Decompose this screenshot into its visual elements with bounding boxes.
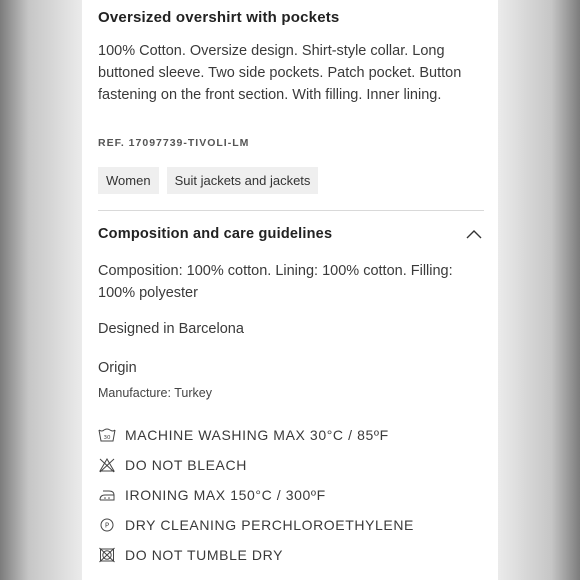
wash-30-icon [98, 427, 116, 443]
care-guidelines-list [98, 420, 484, 570]
care-label-dry-clean: DRY CLEANING PERCHLOROETHYLENE [125, 517, 414, 533]
svg-text:30: 30 [103, 435, 111, 441]
product-title: Oversized overshirt with pockets [98, 9, 340, 26]
section-divider [98, 210, 484, 211]
care-label-iron: IRONING MAX 150°C / 300ºF [125, 487, 326, 503]
no-tumble-dry-icon [98, 547, 116, 563]
care-item-wash [98, 420, 484, 450]
care-item-tumble [98, 540, 484, 570]
left-background [0, 0, 82, 580]
dry-clean-p-icon [98, 517, 116, 533]
tag-suit-jackets[interactable]: Suit jackets and jackets [167, 167, 319, 194]
care-item-dry-clean [98, 510, 484, 540]
tag-women[interactable]: Women [98, 167, 159, 194]
composition-text: Composition: 100% cotton. Lining: 100% cotton. Filling: 100% polyester [98, 263, 453, 301]
care-item-iron [98, 480, 484, 510]
chevron-up-icon[interactable] [466, 228, 482, 240]
composition-section-title[interactable]: Composition and care guidelines [98, 226, 333, 242]
origin-label: Origin [98, 360, 137, 376]
origin-value: Manufacture: Turkey [98, 386, 212, 400]
care-label-bleach: DO NOT BLEACH [125, 457, 247, 473]
svg-text:P: P [104, 521, 110, 530]
care-label-wash: MACHINE WASHING MAX 30°C / 85ºF [125, 427, 389, 443]
product-reference: REF. 17097739-TIVOLI-LM [98, 137, 250, 149]
product-description: 100% Cotton. Oversize design. Shirt-style collar. Long buttoned sleeve. Two side pockets. Patch pocket. Button fastening on the front section. With filling. Inner lining. [98, 43, 462, 103]
iron-max-150-icon [98, 487, 116, 503]
product-detail-panel [82, 0, 498, 580]
care-item-bleach [98, 450, 484, 480]
category-tags [98, 167, 318, 194]
no-bleach-icon [98, 457, 116, 473]
designed-in-text: Designed in Barcelona [98, 321, 244, 337]
care-label-tumble: DO NOT TUMBLE DRY [125, 547, 284, 563]
right-background [498, 0, 580, 580]
